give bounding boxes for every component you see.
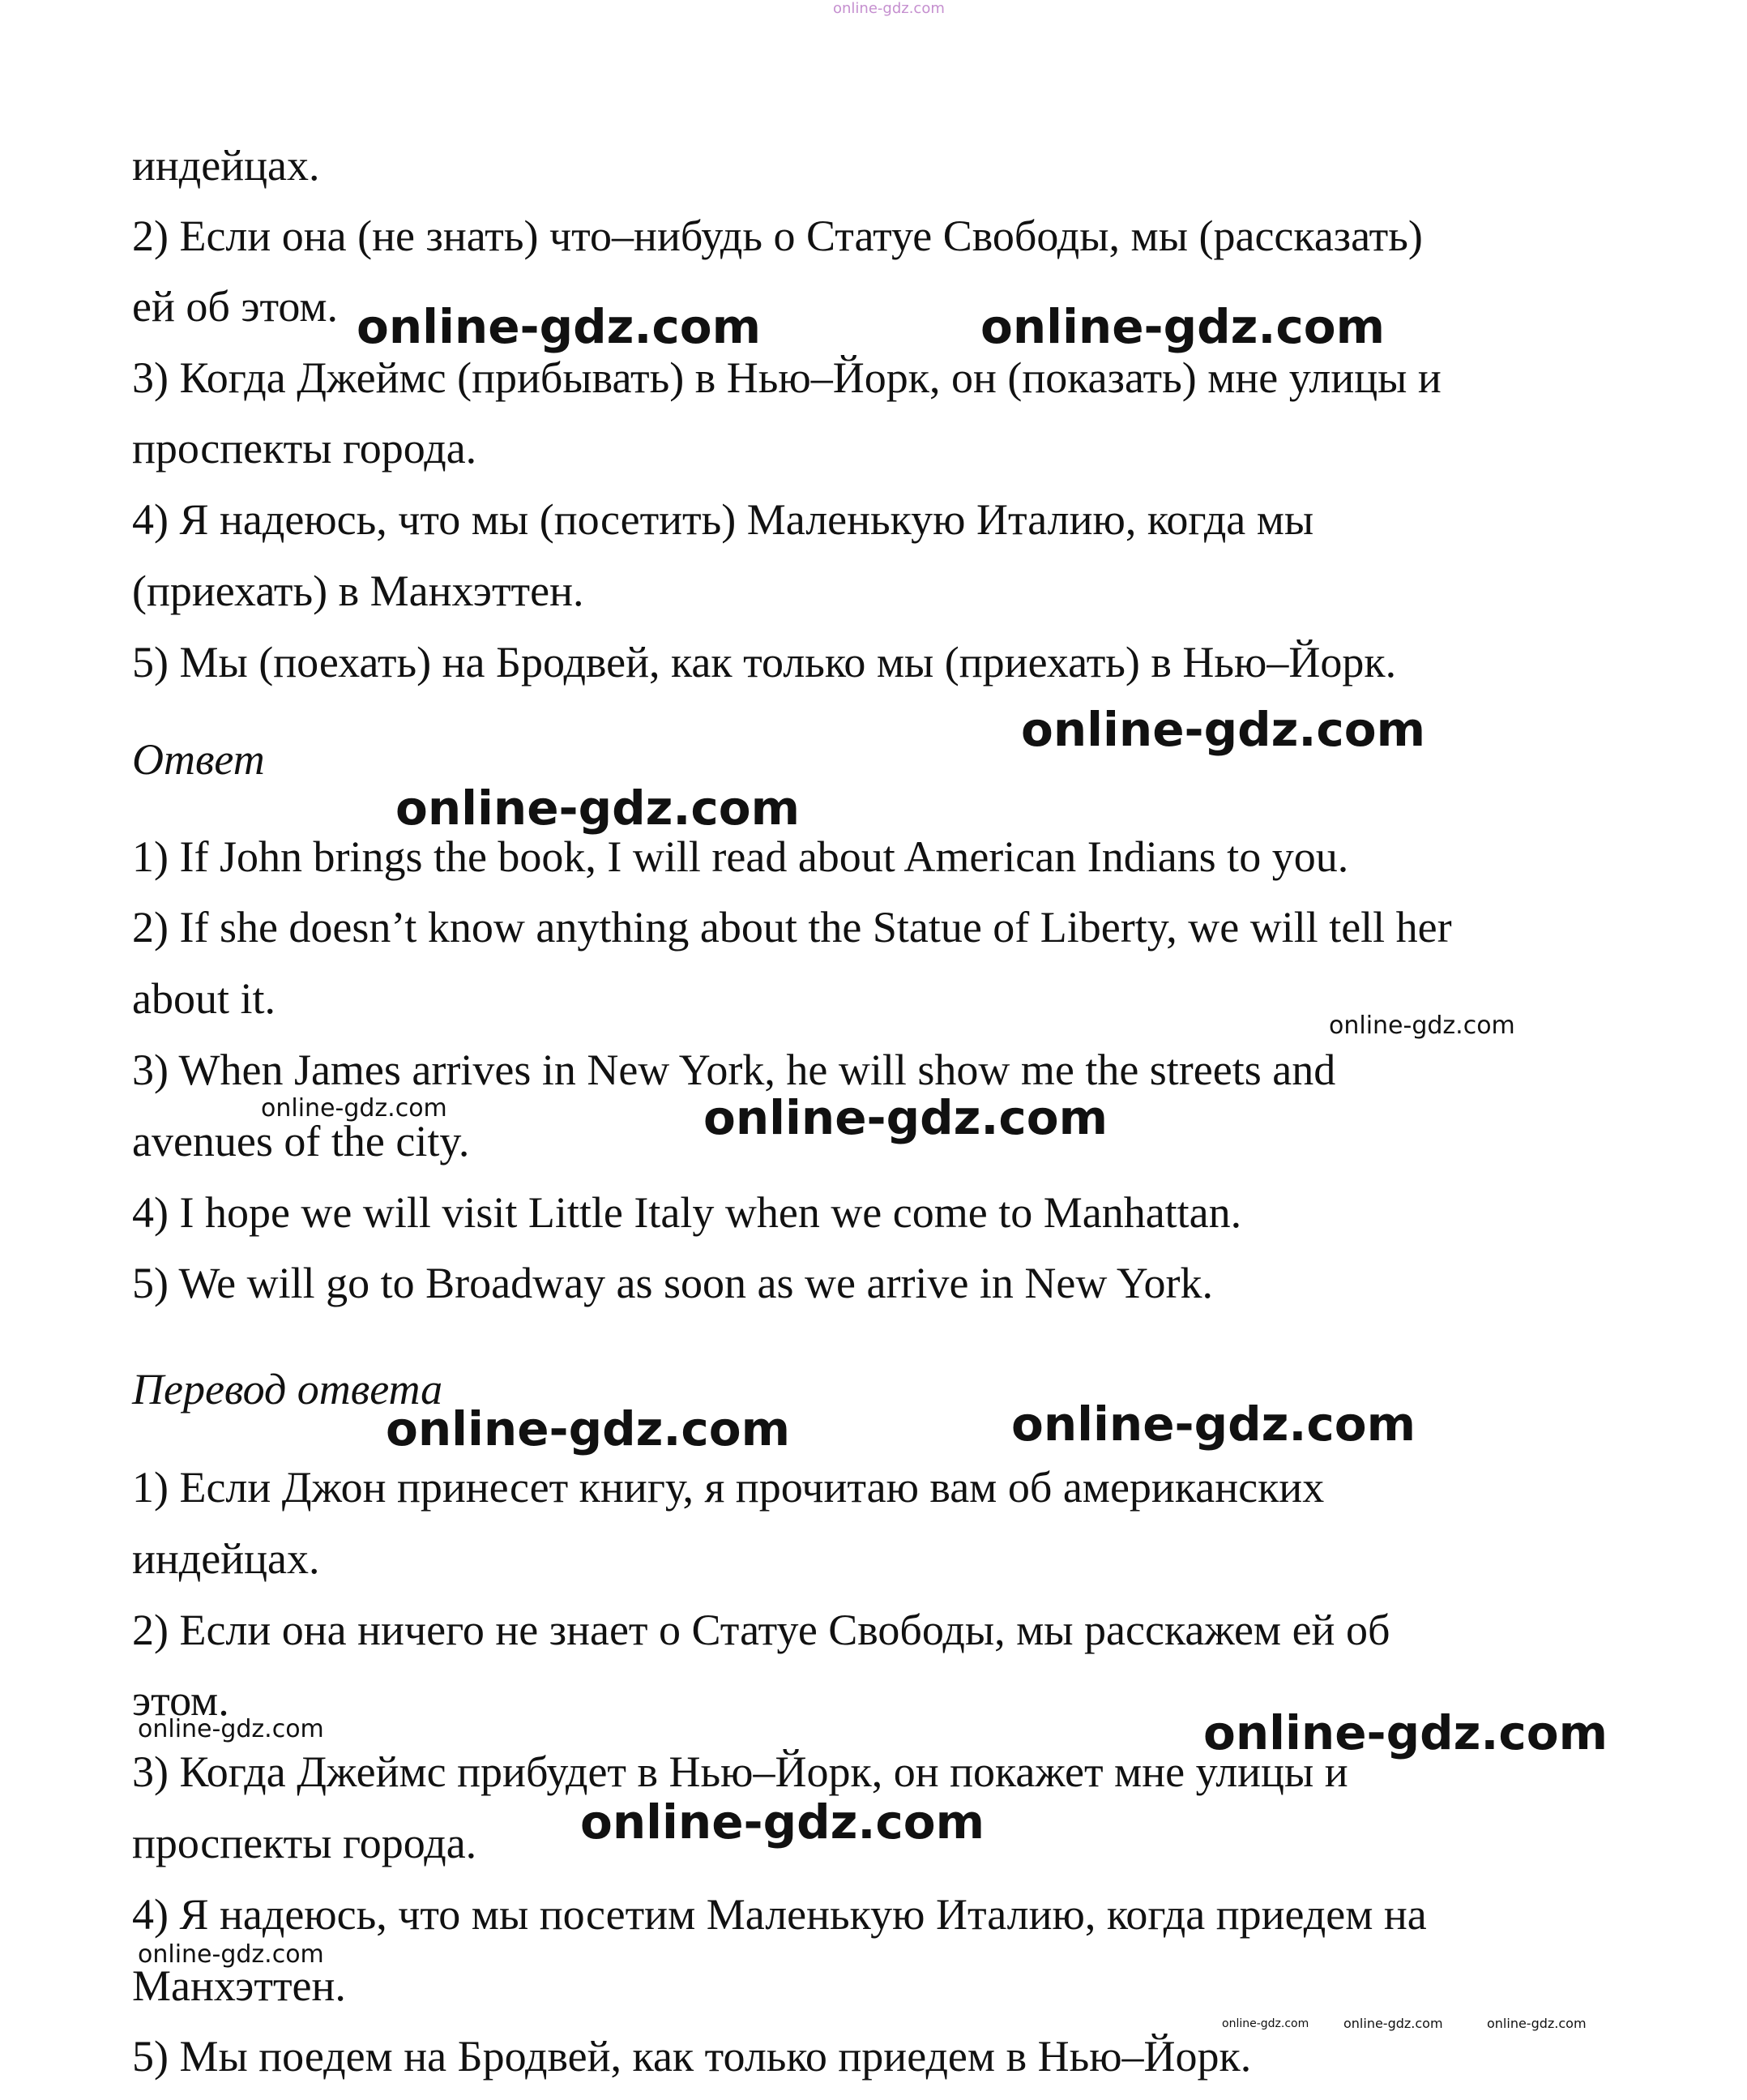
task-line: 5) Мы (поехать) на Бродвей, как только мы (приехать) в Нью–Йорк. bbox=[132, 638, 1397, 686]
watermark: online-gdz.com bbox=[1203, 1705, 1608, 1760]
top-watermark: online-gdz.com bbox=[833, 0, 945, 17]
watermark: online-gdz.com bbox=[138, 1940, 324, 1969]
watermark: online-gdz.com bbox=[703, 1090, 1108, 1145]
translation-line: Манхэттен. bbox=[132, 1961, 346, 2010]
answer-line: 5) We will go to Broadway as soon as we arrive in New York. bbox=[132, 1259, 1213, 1307]
task-line: 2) Если она (не знать) что–нибудь о Статуе Свободы, мы (рассказать) bbox=[132, 212, 1423, 260]
watermark: online-gdz.com bbox=[138, 1715, 324, 1743]
answer-line: 2) If she doesn’t know anything about the Statue of Liberty, we will tell her bbox=[132, 903, 1452, 952]
answer-line: 4) I hope we will visit Little Italy when we come to Manhattan. bbox=[132, 1188, 1242, 1237]
translation-line: 2) Если она ничего не знает о Статуе Свободы, мы расскажем ей об bbox=[132, 1606, 1390, 1654]
answer-heading: Ответ bbox=[132, 735, 265, 784]
translation-line: индейцах. bbox=[132, 1534, 320, 1583]
translation-line: 4) Я надеюсь, что мы посетим Маленькую Италию, когда приедем на bbox=[132, 1890, 1427, 1939]
task-line: проспекты города. bbox=[132, 424, 477, 473]
task-line: индейцах. bbox=[132, 141, 320, 190]
watermark: online-gdz.com bbox=[1329, 1012, 1515, 1040]
watermark: online-gdz.com bbox=[1222, 2017, 1309, 2030]
watermark: online-gdz.com bbox=[980, 299, 1386, 354]
watermark: online-gdz.com bbox=[1487, 2016, 1587, 2031]
task-line: (приехать) в Манхэттен. bbox=[132, 567, 584, 615]
watermark: online-gdz.com bbox=[1343, 2016, 1443, 2031]
watermark: online-gdz.com bbox=[395, 781, 801, 836]
translation-line: проспекты города. bbox=[132, 1819, 477, 1867]
watermark: online-gdz.com bbox=[261, 1094, 447, 1123]
watermark: online-gdz.com bbox=[1021, 702, 1426, 757]
watermark: online-gdz.com bbox=[580, 1794, 985, 1850]
task-line: 4) Я надеюсь, что мы (посетить) Маленькую Италию, когда мы bbox=[132, 495, 1314, 544]
task-line: 3) Когда Джеймс (прибывать) в Нью–Йорк, он (показать) мне улицы и bbox=[132, 353, 1442, 402]
translation-heading: Перевод ответа bbox=[132, 1365, 443, 1414]
translation-line: этом. bbox=[132, 1676, 229, 1725]
watermark: online-gdz.com bbox=[386, 1401, 791, 1456]
answer-line: 3) When James arrives in New York, he will show me the streets and bbox=[132, 1046, 1336, 1094]
translation-line: 5) Мы поедем на Бродвей, как только приедем в Нью–Йорк. bbox=[132, 2032, 1252, 2081]
translation-line: 1) Если Джон принесет книгу, я прочитаю вам об американских bbox=[132, 1463, 1325, 1512]
answer-line: 1) If John brings the book, I will read about American Indians to you. bbox=[132, 832, 1349, 881]
answer-line: avenues of the city. bbox=[132, 1117, 470, 1165]
watermark: online-gdz.com bbox=[1011, 1396, 1416, 1452]
translation-line: 3) Когда Джеймс прибудет в Нью–Йорк, он покажет мне улицы и bbox=[132, 1747, 1348, 1796]
watermark: online-gdz.com bbox=[357, 299, 762, 354]
task-line: ей об этом. bbox=[132, 282, 339, 331]
answer-line: about it. bbox=[132, 974, 276, 1023]
